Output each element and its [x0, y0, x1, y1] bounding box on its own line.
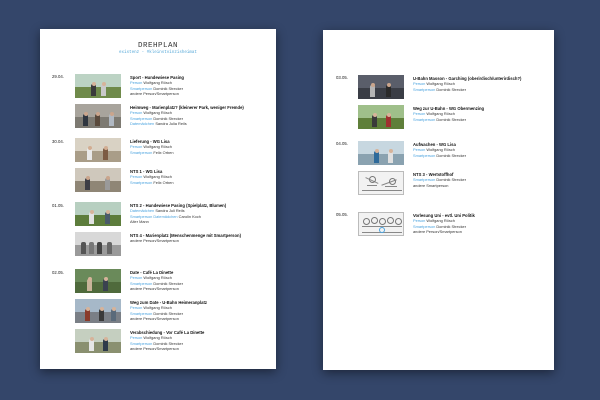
person-name: andere Smartperson — [413, 182, 449, 188]
entry-title: Weg zur U-Bahn - WG Obermenzing — [413, 106, 485, 111]
person-name: Dominik Strecker — [436, 116, 466, 122]
entry-title: Date - Café La Dinette — [130, 270, 174, 275]
scene-thumbnail — [75, 202, 121, 226]
scene-thumbnail — [358, 141, 404, 165]
date-label: 04.05. — [336, 141, 348, 146]
scene-thumbnail — [75, 138, 121, 162]
scene-thumbnail — [358, 75, 404, 99]
role-label: Smartperson — [130, 280, 153, 286]
entry-person-line — [413, 153, 553, 158]
person-name: Felix Orben — [153, 179, 174, 185]
role-label: Person — [413, 111, 426, 117]
person-name: Wolfgang Rösch — [143, 305, 172, 311]
person-name: Alter Mann — [130, 218, 149, 224]
person-name: Wolfgang Rösch — [426, 81, 455, 87]
document-page-right — [323, 30, 554, 370]
scene-thumbnail — [75, 269, 121, 293]
person-name: andere Person/Smartperson — [130, 90, 179, 96]
scene-thumbnail — [75, 329, 121, 353]
person-name: Wolfgang Rösch — [426, 218, 455, 224]
entry-person-line — [130, 219, 270, 224]
role-label: Smartperson — [130, 310, 153, 316]
role-label: Person — [413, 218, 426, 224]
role-label: Smartperson — [413, 177, 436, 183]
role-label: Smartperson Datemädchen — [130, 213, 178, 219]
entry-person-line — [130, 316, 270, 321]
role-label: Person — [413, 81, 426, 87]
entry-person-line — [413, 183, 553, 188]
role-label: Smartperson — [413, 152, 436, 158]
entry-title: Weg zum Date - U-Bahn Heimeranplatz — [130, 300, 207, 305]
page-title: DREHPLAN — [137, 42, 178, 50]
person-name: Wolfgang Rösch — [426, 147, 455, 153]
entry-title: Sport - Hundewiese Pasing — [130, 75, 184, 80]
scene-thumbnail — [75, 232, 121, 256]
date-label: 01.05. — [52, 203, 64, 208]
entry-person-line — [130, 346, 270, 351]
entry-title: Heimweg - Marienplatz? (kleinerer Park, weniger Fremde) — [130, 105, 244, 110]
role-label: Smartperson — [413, 116, 436, 122]
role-label: Person — [130, 305, 143, 311]
entry-title: Lieferung - WG Lisa — [130, 139, 170, 144]
entry-person-line — [413, 87, 553, 92]
role-label: Smartperson — [130, 149, 153, 155]
role-label: Datemädchen — [130, 208, 155, 214]
role-label: Person — [130, 144, 143, 150]
role-label: Smartperson — [130, 179, 153, 185]
entry-title: Aufwachen - WG Lisa — [413, 142, 456, 147]
role-label: Person — [130, 80, 143, 86]
entry-title: Vorlesung Uni - evtl. Uni Politik — [413, 213, 475, 218]
entry-title: U-Bahn Masson - Garching (oberirdisch/unterirdisch?) — [413, 76, 522, 81]
person-name: Dominik Strecker — [436, 223, 466, 229]
scene-thumbnail — [75, 104, 121, 128]
person-name: andere Person/Smartperson — [130, 315, 179, 321]
person-name: Felix Orben — [153, 149, 174, 155]
date-label: 05.05. — [336, 212, 348, 217]
person-name: Carolin Koch — [178, 213, 201, 219]
person-name: Dominik Strecker — [153, 310, 183, 316]
person-name: Wolfgang Rösch — [143, 275, 172, 281]
entry-person-line — [130, 180, 270, 185]
role-label: Datemädchen — [130, 120, 155, 126]
person-name: Sandra Julia Reils — [155, 120, 187, 126]
person-name: andere Person/Smartperson — [130, 238, 179, 244]
storyboard-sketch — [358, 171, 404, 195]
role-label: Person — [130, 335, 143, 341]
entry-title: NTS 1 - WG Lisa — [130, 169, 163, 174]
person-name: Dominik Strecker — [153, 340, 183, 346]
person-name: andere Person/Smartperson — [413, 228, 462, 234]
person-name: Dominik Strecker — [436, 152, 466, 158]
role-label: Smartperson — [130, 85, 153, 91]
person-name: Wolfgang Rösch — [143, 110, 172, 116]
person-name: Dominik Strecker — [436, 86, 466, 92]
person-name: Dominik Strecker — [153, 115, 183, 121]
scene-thumbnail — [358, 105, 404, 129]
scene-thumbnail — [75, 168, 121, 192]
date-label: 02.05. — [52, 270, 64, 275]
entry-person-line — [130, 121, 270, 126]
entry-person-line — [413, 229, 553, 234]
entry-person-line — [130, 150, 270, 155]
entry-title: Verabschiedung - Vor Café La Dinette — [130, 330, 205, 335]
document-page-left — [40, 29, 276, 369]
person-name: Sandra Juli Reils — [155, 208, 185, 214]
role-label: Person — [130, 174, 143, 180]
date-label: 30.04. — [52, 139, 64, 144]
role-label: Smartperson — [413, 223, 436, 229]
scene-thumbnail — [75, 74, 121, 98]
page-subtitle: existenz - #kleinstvinzisheimat — [119, 51, 197, 55]
date-label: 29.04. — [52, 74, 64, 79]
entry-person-line — [130, 286, 270, 291]
scene-thumbnail — [75, 299, 121, 323]
role-label: Smartperson — [130, 115, 153, 121]
person-name: Dominik Strecker — [153, 85, 183, 91]
person-name: Wolfgang Rösch — [143, 144, 172, 150]
role-label: Person — [130, 110, 143, 116]
entry-title: NTS 4 - Marienplatz (Menschenmenge mit Smartperson) — [130, 233, 241, 238]
role-label: Person — [413, 147, 426, 153]
entry-person-line — [130, 91, 270, 96]
person-name: Dominik Strecker — [153, 280, 183, 286]
role-label: Smartperson — [413, 86, 436, 92]
entry-title: NTS 3 - Wertstoffhof — [413, 172, 454, 177]
person-name: andere Person/Smartperson — [130, 345, 179, 351]
role-label: Smartperson — [130, 340, 153, 346]
date-label: 03.05. — [336, 75, 348, 80]
person-name: Dominik Strecker — [436, 177, 466, 183]
storyboard-sketch — [358, 212, 404, 236]
person-name: Wolfgang Rösch — [143, 335, 172, 341]
person-name: Wolfgang Rösch — [143, 80, 172, 86]
entry-title: NTS 2 - Hundewiese Pasing (Spielplatz, Blumen) — [130, 203, 227, 208]
entry-person-line — [130, 238, 270, 243]
person-name: Wolfgang Rösch — [426, 111, 455, 117]
person-name: Wolfgang Rösch — [143, 174, 172, 180]
person-name: andere Person/Smartperson — [130, 285, 179, 291]
entry-person-line — [413, 117, 553, 122]
role-label: Person — [130, 275, 143, 281]
